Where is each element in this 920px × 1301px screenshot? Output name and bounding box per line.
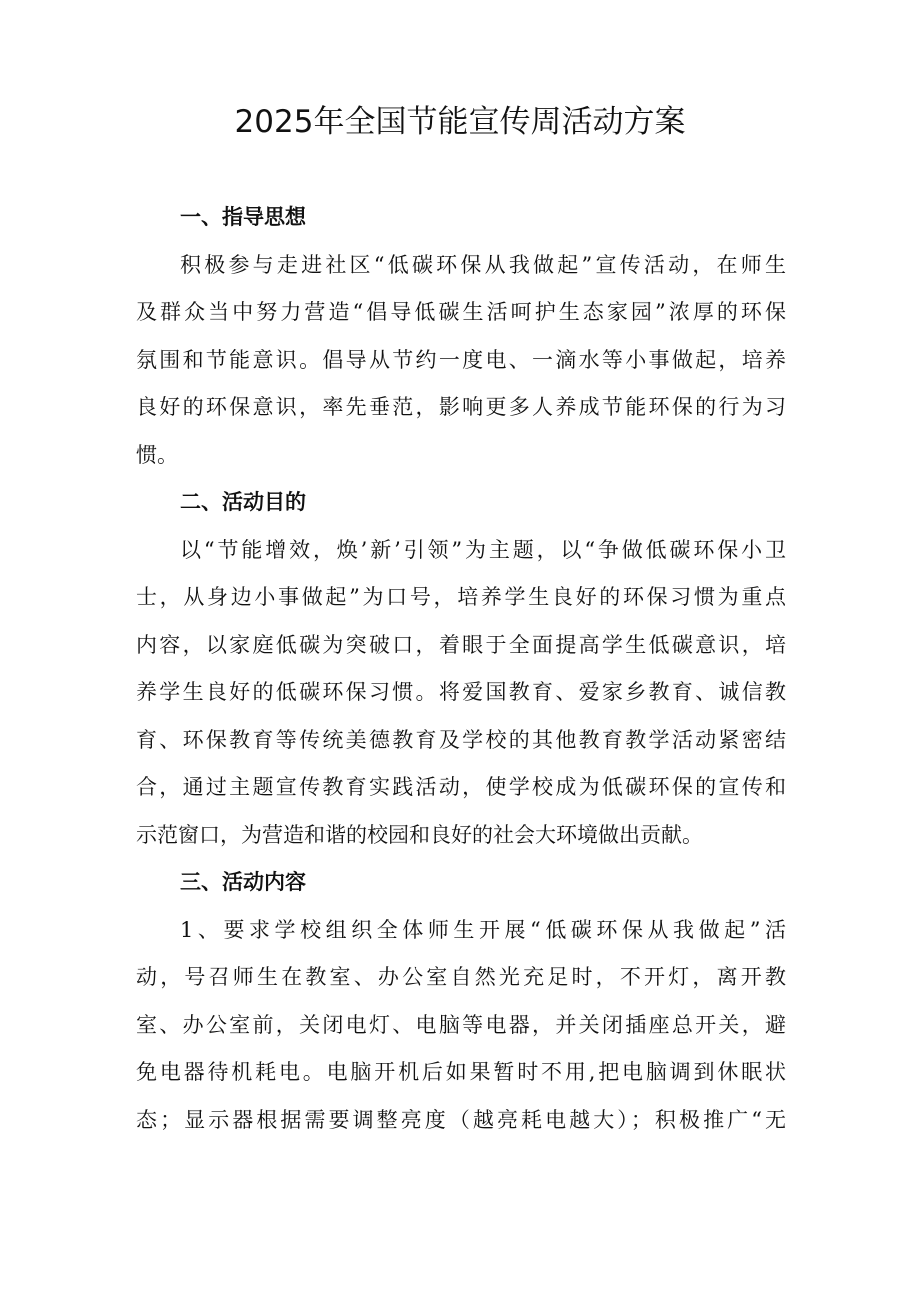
paragraph-line: 积极参与走进社区“低碳环保从我做起”宣传活动，在师生 bbox=[180, 252, 786, 277]
section-paragraph-guiding-ideology bbox=[136, 242, 786, 480]
paragraph-line: 氛围和节能意识。倡导从节约一度电、一滴水等小事做起，培养 bbox=[136, 347, 786, 372]
document-body bbox=[136, 194, 786, 1144]
paragraph-line: 1、要求学校组织全体师生开展“低碳环保从我做起”活 bbox=[180, 917, 786, 942]
paragraph-line: 内容，以家庭低碳为突破口，着眼于全面提高学生低碳意识，培 bbox=[136, 632, 786, 657]
paragraph-line: 育、环保教育等传统美德教育及学校的其他教育教学活动紧密结 bbox=[136, 727, 786, 752]
paragraph-line: 动，号召师生在教室、办公室自然光充足时，不开灯，离开教 bbox=[136, 965, 786, 989]
paragraph-line: 态；显示器根据需要调整亮度（越亮耗电越大）；积极推广“无 bbox=[136, 1107, 786, 1132]
paragraph-line: 室、办公室前，关闭电灯、电脑等电器，并关闭插座总开关，避 bbox=[136, 1012, 786, 1037]
paragraph-line: 以“节能增效，焕’新’引领”为主题，以“争做低碳环保小卫 bbox=[180, 537, 786, 562]
section-heading-activity-purpose: 二、活动目的 bbox=[180, 490, 306, 514]
paragraph-line: 养学生良好的低碳环保习惯。将爱国教育、爱家乡教育、诚信教 bbox=[136, 680, 786, 704]
section-heading-activity-content: 三、活动内容 bbox=[180, 870, 306, 894]
paragraph-line: 及群众当中努力营造“倡导低碳生活呵护生态家园”浓厚的环保 bbox=[136, 300, 786, 324]
paragraph-line: 良好的环保意识，率先垂范，影响更多人养成节能环保的行为习 bbox=[136, 395, 786, 419]
section-paragraph-activity-purpose bbox=[136, 527, 786, 860]
section-heading-guiding-ideology: 一、指导思想 bbox=[180, 205, 306, 229]
section-paragraph-activity-content bbox=[136, 907, 786, 1145]
paragraph-line: 惯。 bbox=[136, 442, 178, 467]
paragraph-line: 示范窗口，为营造和谐的校园和良好的社会大环境做出贡献。 bbox=[136, 822, 703, 847]
paragraph-line: 免电器待机耗电。电脑开机后如果暂时不用,把电脑调到休眠状 bbox=[136, 1060, 786, 1084]
paragraph-line: 士，从身边小事做起”为口号，培养学生良好的环保习惯为重点 bbox=[136, 585, 786, 609]
document-title: 2025年全国节能宣传周活动方案 bbox=[234, 104, 686, 140]
paragraph-line: 合，通过主题宣传教育实践活动，使学校成为低碳环保的宣传和 bbox=[136, 775, 786, 799]
